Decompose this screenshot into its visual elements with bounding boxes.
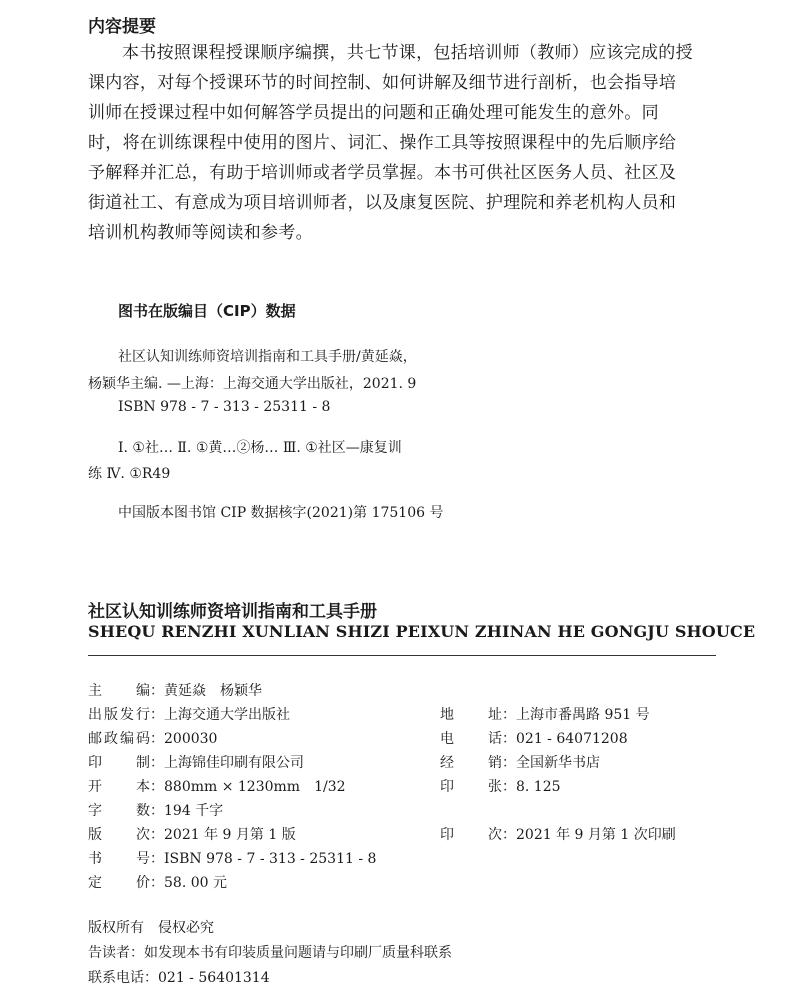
summary-body bbox=[88, 38, 720, 248]
info-row bbox=[88, 728, 728, 748]
info-address: 地址：上海市番禺路 951 号 bbox=[440, 707, 650, 723]
info-row bbox=[88, 872, 728, 892]
book-title-en: SHEQU RENZHI XUNLIAN SHIZI PEIXUN ZHINAN HE GONGJU SHOUCE bbox=[88, 622, 756, 641]
info-isbn: 书号：ISBN 978 - 7 - 313 - 25311 - 8 bbox=[88, 851, 377, 867]
cip-classification: Ⅰ. ①社… Ⅱ. ①黄…②杨… Ⅲ. ①社区—康复训 bbox=[118, 440, 402, 456]
info-row bbox=[88, 824, 728, 844]
cip-line: 杨颖华主编. —上海：上海交通大学出版社，2021. 9 bbox=[88, 376, 417, 392]
info-publisher: 出版发行：上海交通大学出版社 bbox=[88, 707, 290, 723]
summary-line: 街道社工、有意成为项目培训师者，以及康复医院、护理院和养老机构人员和 bbox=[88, 193, 677, 213]
summary-line: 课内容，对每个授课环节的时间控制、如何讲解及细节进行剖析，也会指导培 bbox=[88, 73, 677, 93]
info-distributor: 经销：全国新华书店 bbox=[440, 755, 600, 771]
info-editor: 主编：黄延焱 杨颖华 bbox=[88, 683, 262, 699]
info-edition: 版次：2021 年 9 月第 1 版 bbox=[88, 827, 296, 843]
contact-phone: 联系电话：021 - 56401314 bbox=[88, 970, 270, 986]
info-printing: 印次：2021 年 9 月第 1 次印刷 bbox=[440, 827, 676, 843]
info-row bbox=[88, 800, 728, 820]
cip-verification: 中国版本图书馆 CIP 数据核字(2021)第 175106 号 bbox=[118, 505, 444, 521]
info-format: 开本：880mm × 1230mm 1/32 bbox=[88, 779, 346, 795]
info-printer: 印制：上海锦佳印刷有限公司 bbox=[88, 755, 304, 771]
cip-classification: 练 Ⅳ. ①R49 bbox=[88, 466, 171, 482]
info-row bbox=[88, 776, 728, 796]
book-title-zh: 社区认知训练师资培训指南和工具手册 bbox=[88, 602, 377, 622]
info-sheets: 印张：8. 125 bbox=[440, 779, 561, 795]
summary-line: 予解释并汇总，有助于培训师或者学员掌握。本书可供社区医务人员、社区及 bbox=[88, 163, 677, 183]
info-row bbox=[88, 680, 728, 700]
cip-isbn: ISBN 978 - 7 - 313 - 25311 - 8 bbox=[118, 399, 331, 415]
summary-line: 本书按照课程授课顺序编撰，共七节课，包括培训师（教师）应该完成的授 bbox=[122, 43, 693, 63]
info-row bbox=[88, 752, 728, 772]
info-row bbox=[88, 704, 728, 724]
divider bbox=[88, 655, 716, 656]
info-price: 定价：58. 00 元 bbox=[88, 875, 227, 891]
info-words: 字数：194 千字 bbox=[88, 803, 224, 819]
info-tel: 电话：021 - 64071208 bbox=[440, 731, 628, 747]
summary-line: 训师在授课过程中如何解答学员提出的问题和正确处理可能发生的意外。同 bbox=[88, 103, 659, 123]
reader-notice: 告读者：如发现本书有印装质量问题请与印刷厂质量科联系 bbox=[88, 945, 452, 961]
info-row bbox=[88, 848, 728, 868]
summary-line: 培训机构教师等阅读和参考。 bbox=[88, 223, 313, 243]
cip-line: 社区认知训练师资培训指南和工具手册/黄延焱， bbox=[118, 349, 417, 365]
info-postcode: 邮政编码：200030 bbox=[88, 731, 218, 747]
summary-line: 时，将在训练课程中使用的图片、词汇、操作工具等按照课程中的先后顺序给 bbox=[88, 133, 677, 153]
copyright-notice: 版权所有 侵权必究 bbox=[88, 920, 214, 936]
summary-heading: 内容提要 bbox=[88, 17, 156, 37]
cip-heading: 图书在版编目（CIP）数据 bbox=[118, 302, 296, 320]
